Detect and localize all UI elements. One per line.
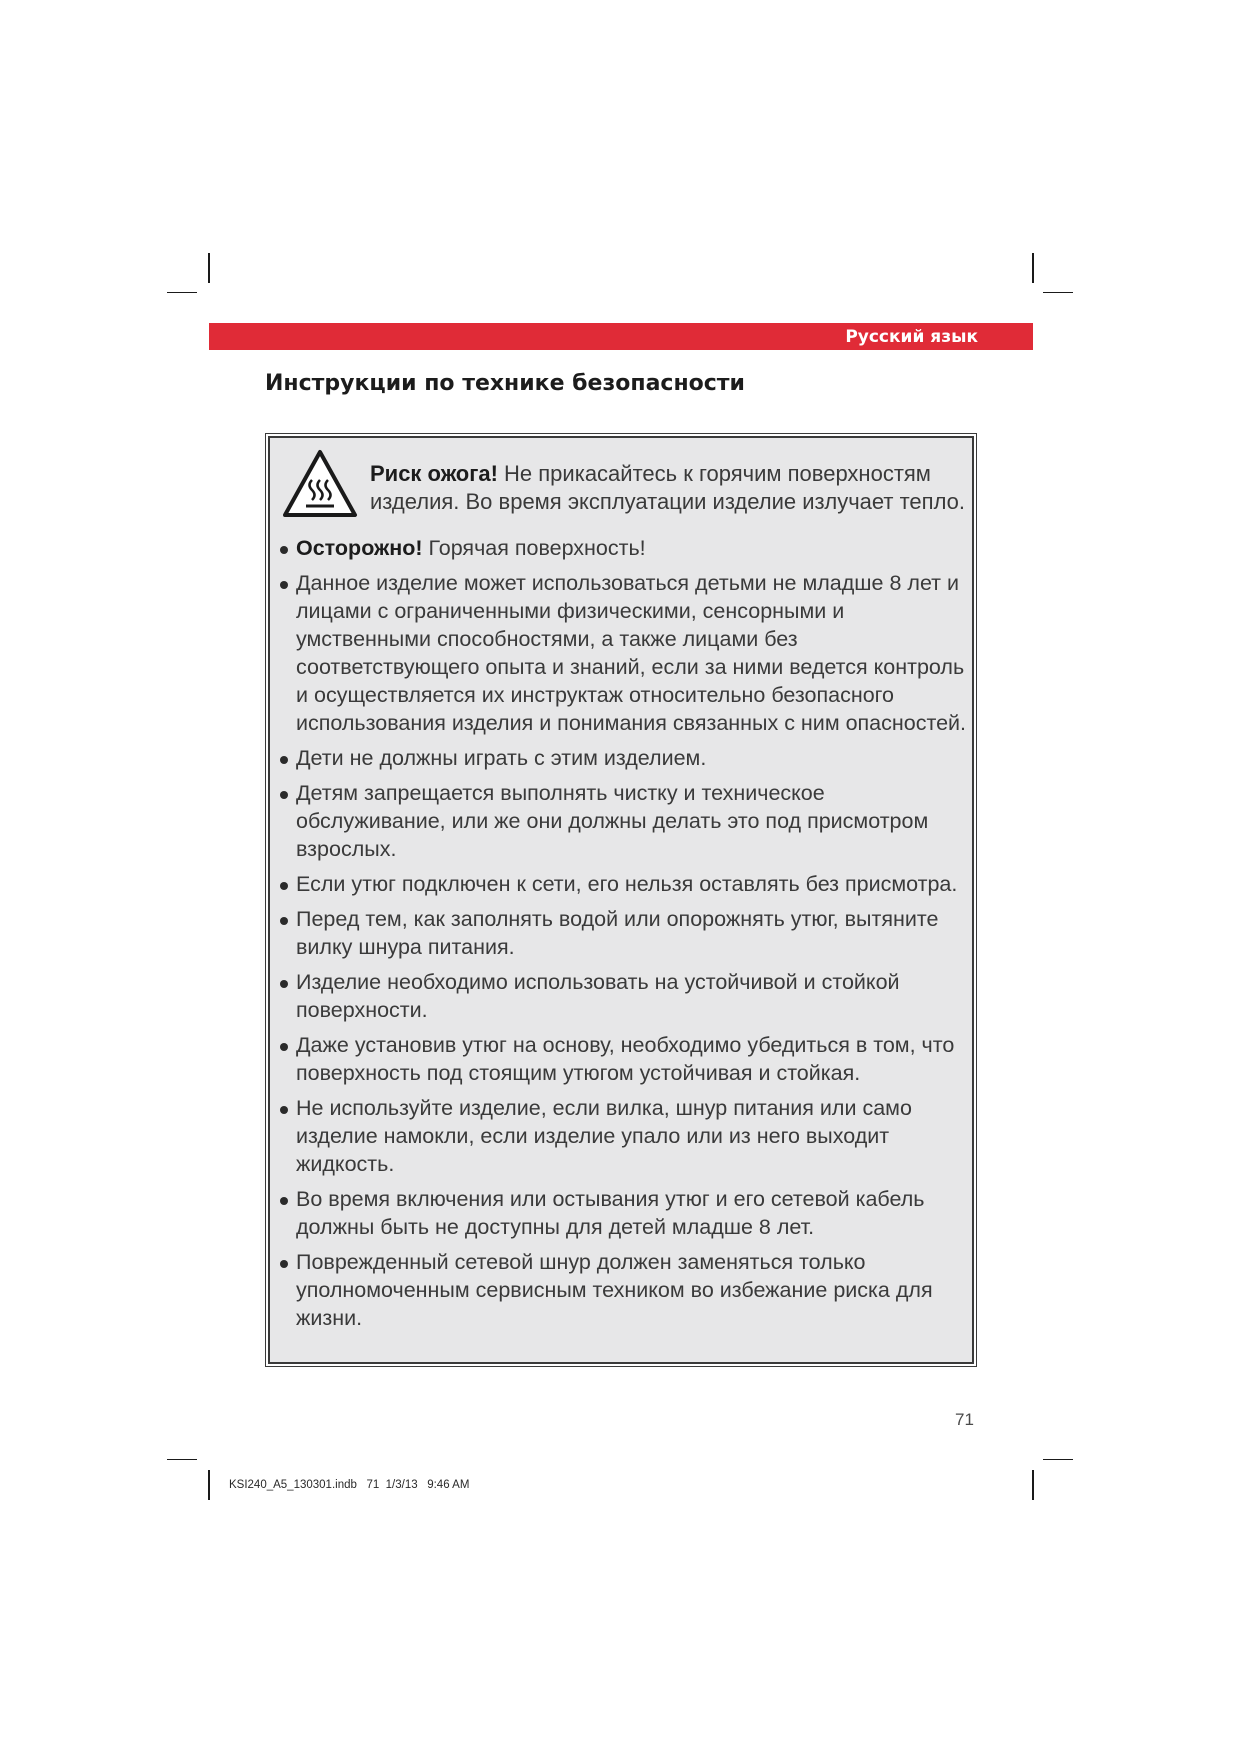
crop-mark (1032, 1470, 1034, 1500)
list-item (279, 1185, 979, 1241)
rule-text: Поврежденный сетевой шнур должен заменяться только уполномоченным сервисным техником во избежание риска для жизни. (296, 1250, 933, 1330)
safety-warning-box (265, 433, 977, 1367)
crop-mark (167, 1459, 197, 1460)
rule-text: Детям запрещается выполнять чистку и техническое обслуживание, или же они должны делать это под присмотром взрослых. (296, 781, 929, 861)
rule-text: Горячая поверхность! (422, 536, 646, 560)
list-item (279, 870, 979, 898)
page-title: Инструкции по технике безопасности (265, 371, 745, 396)
list-item (279, 1094, 979, 1178)
crop-mark (1032, 253, 1034, 283)
list-item (279, 534, 979, 562)
list-item (279, 1248, 979, 1332)
page-number: 71 (955, 1410, 974, 1429)
rule-text: Дети не должны играть с этим изделием. (296, 746, 707, 770)
burn-risk-lead: Риск ожога! (370, 461, 498, 486)
list-item (279, 779, 979, 863)
rule-text: Данное изделие может использоваться детьми не младше 8 лет и лицами с ограниченными физическими, сенсорными и умственными способностями, а также лицами без соответствующего опыта и знаний, если за ними ведется контроль и осуществляется их инструктаж относительно безопасного использования изделия и понимания связанных с ним опасностей. (296, 571, 967, 735)
burn-risk-text: Не прикасайтесь к горячим поверхностям изделия. Во время эксплуатации изделие излучает тепло. (370, 461, 966, 514)
crop-mark (1043, 292, 1073, 293)
list-item (279, 569, 979, 737)
print-slug: KSI240_A5_130301.indb 71 1/3/13 9:46 AM (229, 1479, 470, 1491)
list-item (279, 968, 979, 1024)
list-item (279, 905, 979, 961)
crop-mark (208, 1470, 210, 1500)
rule-text: Не используйте изделие, если вилка, шнур питания или само изделие намокли, если изделие упало или из него выходит жидкость. (296, 1096, 912, 1176)
rule-text: Если утюг подключен к сети, его нельзя оставлять без присмотра. (296, 872, 958, 896)
list-item (279, 1031, 979, 1087)
safety-warning-panel (268, 436, 974, 1364)
rule-text: Изделие необходимо использовать на устойчивой и стойкой поверхности. (296, 970, 900, 1022)
burn-risk-warning (370, 460, 970, 516)
rule-text: Перед тем, как заполнять водой или опорожнять утюг, вытяните вилку шнура питания. (296, 907, 939, 959)
caution-lead: Осторожно! (296, 536, 423, 560)
hot-surface-warning-icon (281, 448, 359, 520)
list-item (279, 744, 979, 772)
language-bar (209, 323, 1033, 350)
language-label: Русский язык (845, 327, 978, 347)
crop-mark (1043, 1459, 1073, 1460)
safety-rules-list (279, 534, 979, 1339)
crop-mark (167, 292, 197, 293)
rule-text: Во время включения или остывания утюг и его сетевой кабель должны быть не доступны для детей младше 8 лет. (296, 1187, 925, 1239)
rule-text: Даже установив утюг на основу, необходимо убедиться в том, что поверхность под стоящим утюгом устойчивая и стойкая. (296, 1033, 955, 1085)
crop-mark (208, 253, 210, 283)
